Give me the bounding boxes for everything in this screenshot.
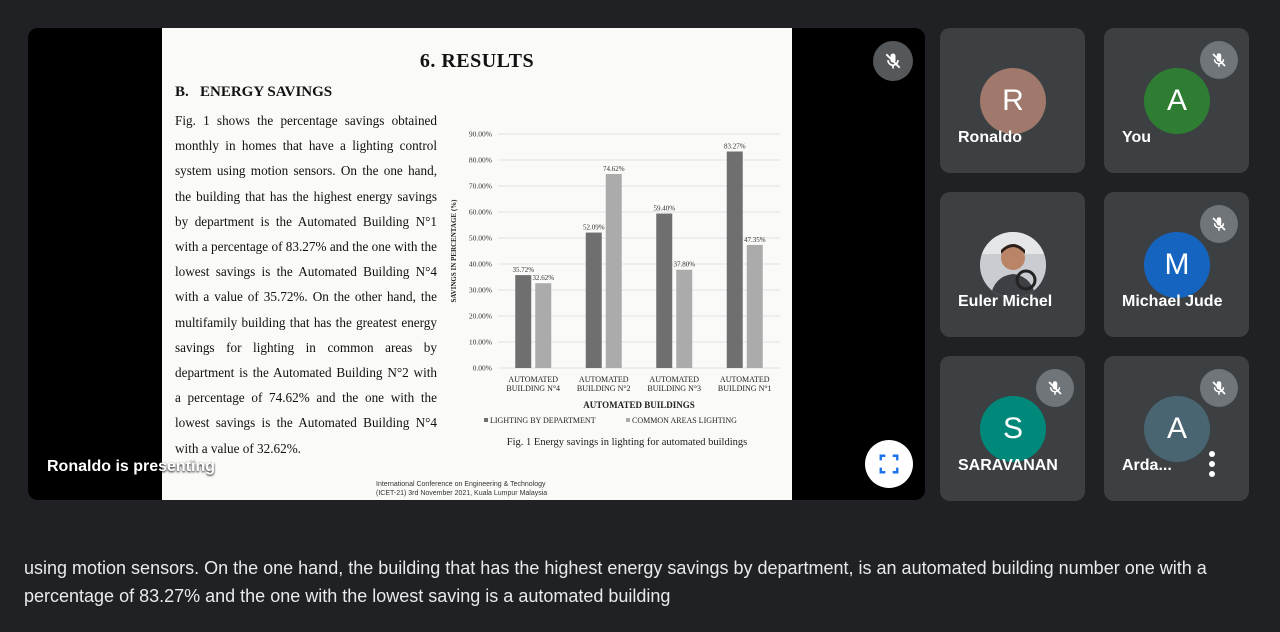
mic-off-icon: [1210, 379, 1228, 397]
y-tick-label: 30.00%: [468, 285, 492, 295]
mic-off-icon: [883, 51, 903, 71]
participant-tile-arda[interactable]: [1104, 356, 1249, 501]
x-tick-label: BUILDING N°4: [506, 384, 561, 393]
data-label: 52.09%: [582, 223, 605, 232]
presenter-mic-status: [873, 41, 913, 81]
avatar: R: [980, 68, 1046, 134]
data-label: 47.35%: [743, 235, 766, 244]
participant-tile-ronaldo[interactable]: [940, 28, 1085, 173]
participant-mic-status: [1200, 205, 1238, 243]
participant-name: SARAVANAN: [958, 457, 1058, 474]
y-tick-label: 70.00%: [468, 181, 492, 191]
x-tick-label: BUILDING N°1: [717, 384, 772, 393]
chart-x-axis-label: AUTOMATED BUILDINGS: [583, 400, 695, 410]
bar: [747, 245, 763, 368]
bar: [586, 233, 602, 368]
chart-legend: [484, 416, 737, 425]
y-tick-label: 90.00%: [468, 129, 492, 139]
bar: [515, 275, 531, 368]
conference-footer-line2: (ICET-21) 3rd November 2021, Kuala Lumpur Malaysia: [376, 490, 548, 497]
data-label: 59.40%: [653, 204, 676, 213]
presentation-stage[interactable]: [28, 28, 925, 500]
chart-bars: [512, 142, 765, 368]
avatar: A: [1144, 68, 1210, 134]
live-captions: [24, 554, 1244, 610]
x-tick-label: AUTOMATED: [719, 375, 770, 384]
mic-off-icon: [1210, 215, 1228, 233]
slide-body-text: Fig. 1 shows the percentage savings obtained monthly in homes that have a lighting control system using motion sensors. On the one hand, the building that has the highest energy savings by department is the Automated Building N°1 with a percentage of 83.27% and the one with the lowest savings is the Automated Building N°4 with a value of 35.72%. On the other hand, the multifamily building that has the greatest energy savings for lighting in common areas by department is the Automated Building N°2 with a percentage of 74.62% and the one with the lowest savings is the Automated Building N°4 with a value of 32.62%.: [175, 113, 437, 456]
avatar-photo: [980, 232, 1046, 298]
x-tick-label: AUTOMATED: [508, 375, 559, 384]
chart-y-axis-label: SAVINGS IN PERCENTAGE (%): [450, 199, 458, 303]
fullscreen-icon: [878, 453, 900, 475]
data-label: 37.80%: [673, 260, 696, 269]
bar: [727, 151, 743, 368]
participant-name: Michael Jude: [1122, 293, 1223, 310]
y-tick-label: 60.00%: [468, 207, 492, 217]
chart-y-ticks: [469, 130, 492, 373]
x-tick-label: BUILDING N°2: [576, 384, 631, 393]
conference-footer-line1: International Conference on Engineering & Technology: [376, 481, 546, 488]
bar: [606, 174, 622, 368]
avatar: S: [980, 396, 1046, 462]
presented-slide: [162, 28, 792, 500]
savings-bar-chart: [444, 124, 786, 454]
conference-footer: [376, 480, 547, 498]
legend-label: LIGHTING BY DEPARTMENT: [490, 416, 596, 425]
participant-mic-status: [1200, 369, 1238, 407]
y-tick-label: 40.00%: [468, 259, 492, 269]
presenter-label: Ronaldo is presenting: [47, 458, 216, 475]
participant-name: You: [1122, 129, 1152, 146]
participant-tile-michael-jude[interactable]: [1104, 192, 1249, 337]
more-vert-icon: [1209, 451, 1215, 457]
participant-tile-euler-michel[interactable]: [940, 192, 1085, 337]
caption-line-2: percentage of 83.27% and the one with the lowest saving is a automated building: [24, 586, 671, 606]
participant-tile-saravanan[interactable]: [940, 356, 1085, 501]
y-tick-label: 10.00%: [468, 337, 492, 347]
bar: [656, 214, 672, 368]
caption-line-1: using motion sensors. On the one hand, the building that has the highest energy savings by department, is an automated building number one with a: [24, 558, 1207, 578]
data-label: 32.62%: [532, 274, 555, 283]
legend-label: COMMON AREAS LIGHTING: [632, 416, 737, 425]
y-tick-label: 0.00%: [472, 363, 492, 373]
slide-title: 6. RESULTS: [419, 50, 535, 72]
data-label: 35.72%: [512, 266, 535, 275]
fullscreen-button[interactable]: [865, 440, 913, 488]
participant-name: Euler Michel: [958, 293, 1053, 310]
x-tick-label: BUILDING N°3: [647, 384, 702, 393]
bar: [676, 270, 692, 368]
slide-subtitle: B. ENERGY SAVINGS: [175, 84, 333, 100]
y-tick-label: 80.00%: [468, 155, 492, 165]
figure-caption: Fig. 1 Energy savings in lighting for automated buildings: [506, 437, 748, 448]
participant-mic-status: [1036, 369, 1074, 407]
mic-off-icon: [1046, 379, 1064, 397]
y-tick-label: 20.00%: [468, 311, 492, 321]
x-tick-label: AUTOMATED: [578, 375, 629, 384]
mic-off-icon: [1210, 51, 1228, 69]
profile-photo-image: [980, 232, 1046, 298]
chart-svg: [444, 124, 786, 454]
more-options-button[interactable]: [1200, 448, 1224, 480]
y-tick-label: 50.00%: [468, 233, 492, 243]
x-tick-label: AUTOMATED: [649, 375, 700, 384]
bar: [535, 283, 551, 368]
participant-name: Arda...: [1122, 457, 1172, 474]
avatar: A: [1144, 396, 1210, 462]
data-label: 74.62%: [602, 164, 625, 173]
participant-mic-status: [1200, 41, 1238, 79]
data-label: 83.27%: [723, 142, 746, 151]
legend-swatch: [626, 418, 630, 422]
avatar: M: [1144, 232, 1210, 298]
legend-swatch: [484, 418, 488, 422]
participant-tile-you[interactable]: [1104, 28, 1249, 173]
chart-x-ticks: [506, 375, 771, 393]
participant-name: Ronaldo: [958, 129, 1022, 146]
